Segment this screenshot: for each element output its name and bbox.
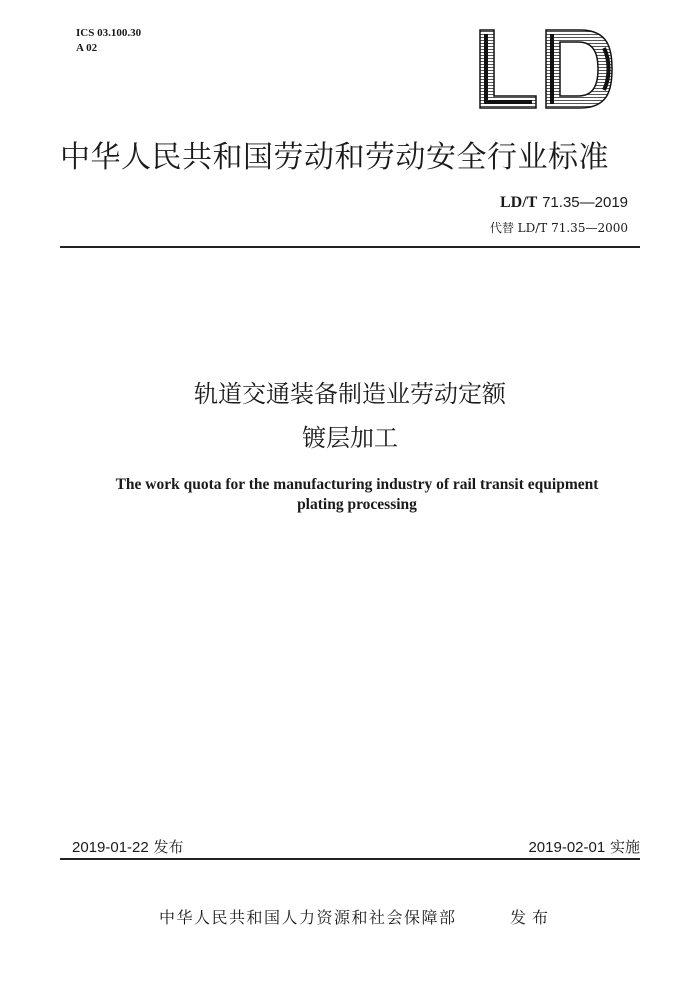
issuing-authority: 中华人民共和国人力资源和社会保障部 [159,908,457,927]
standard-code: 71.35—2019 [542,194,628,211]
ld-logo [472,26,618,112]
english-title-line1: The work quota for the manufacturing industry of rail transit equipment [115,476,599,493]
standard-number [500,193,628,212]
implement-label: 实施 [609,838,640,856]
publish-date-block [72,836,184,857]
publish-label: 发布 [153,838,184,856]
implement-date-block [528,836,640,857]
standard-prefix: LD/T [499,194,538,211]
class-code: A 02 [76,42,98,54]
replaces-standard: 代替 LD/T 71.35—2000 [489,221,628,235]
implement-date: 2019-02-01 [528,839,606,856]
chinese-title-line2: 镀层加工 [302,424,398,452]
ics-code: ICS 03.100.30 [76,27,142,39]
issue-label: 发布 [510,908,555,927]
classification-codes [76,26,141,56]
publish-date: 2019-01-22 [72,839,149,856]
issuing-category-title: 中华人民共和国劳动和劳动安全行业标准 [60,140,609,175]
bottom-divider [60,858,640,860]
chinese-title-line1: 轨道交通装备制造业劳动定额 [194,380,506,408]
top-divider [60,246,640,248]
english-title-line2: plating processing [297,496,417,513]
